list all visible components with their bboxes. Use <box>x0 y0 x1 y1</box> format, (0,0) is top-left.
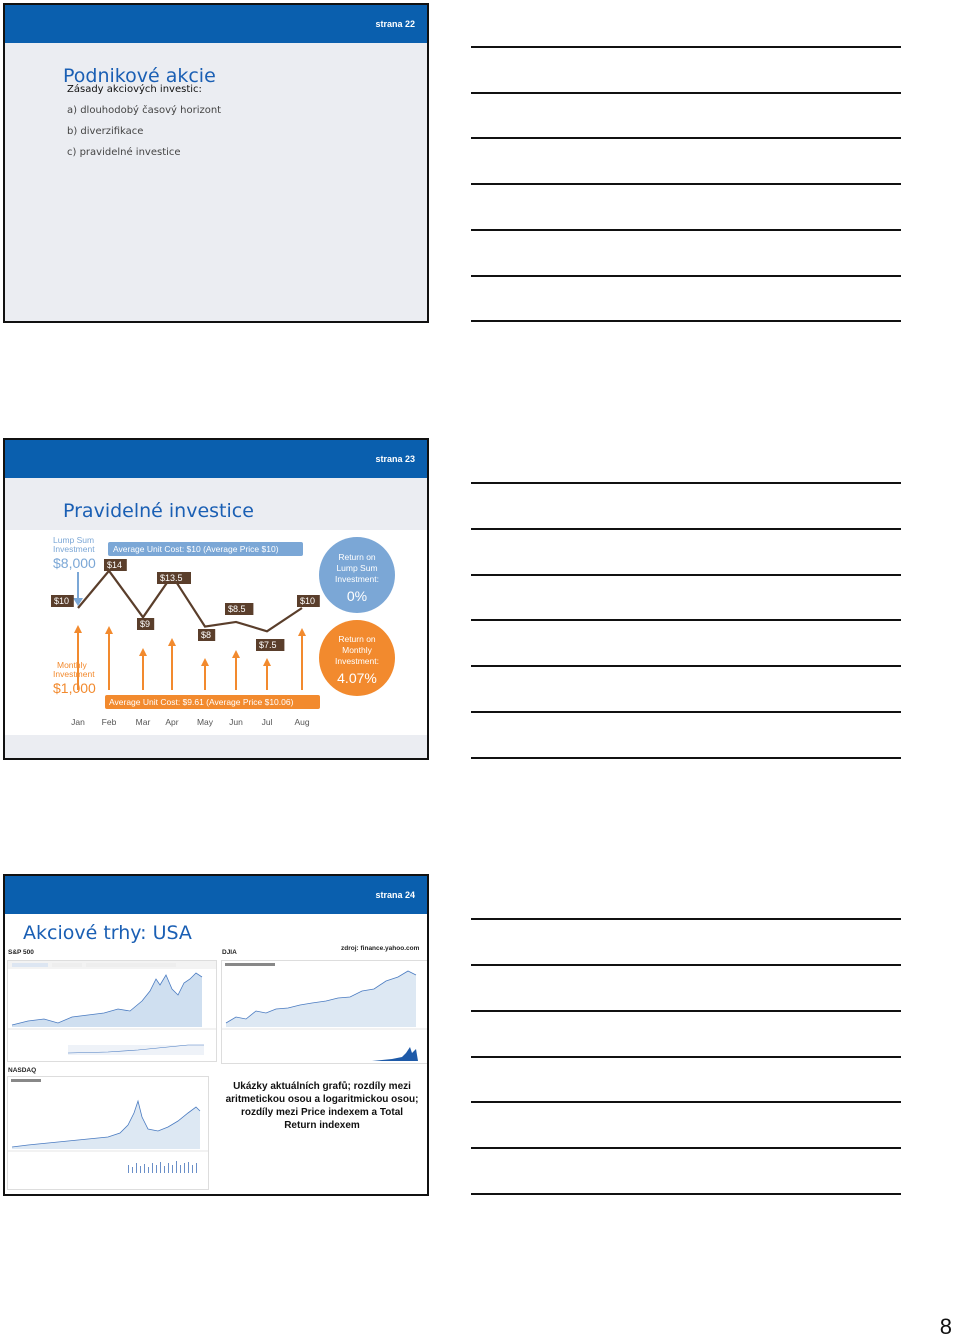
notes-line <box>471 92 901 94</box>
notes-line <box>471 528 901 530</box>
lump-return-label: Return on <box>338 552 376 562</box>
monthly-label: Investment <box>53 669 95 679</box>
slide-title: Pravidelné investice <box>63 500 254 522</box>
price-label: $8 <box>201 630 212 640</box>
price-label: $13.5 <box>160 573 183 583</box>
monthly-return-label: Monthly <box>342 645 372 655</box>
month-tick-label: May <box>196 717 214 727</box>
month-tick-label: Apr <box>165 717 179 727</box>
slide-header <box>5 5 427 43</box>
price-label: $7.5 <box>259 640 277 650</box>
notes-line <box>471 964 901 966</box>
slide-23 <box>3 438 429 760</box>
slide-header <box>5 876 427 914</box>
slide-number: strana 22 <box>375 19 415 29</box>
slide-22 <box>3 3 429 323</box>
notes-line <box>471 918 901 920</box>
notes-line <box>471 46 901 48</box>
monthly-return-label: Investment: <box>335 656 379 666</box>
price-label: $10 <box>54 596 70 606</box>
notes-line <box>471 711 901 713</box>
monthly-return-value: 4.07% <box>337 670 377 686</box>
month-tick-label: Jun <box>229 717 243 727</box>
price-label: $9 <box>140 619 151 629</box>
sp500-chart-thumbnail <box>7 960 217 1062</box>
notes-line <box>471 482 901 484</box>
month-tick-label: Mar <box>135 717 151 727</box>
list-item: c) pravidelné investice <box>67 147 181 158</box>
djia-chart-image <box>222 961 429 1063</box>
list-heading: Zásady akciových investic: <box>67 84 202 95</box>
slide-number: strana 24 <box>375 890 415 900</box>
monthly-return-label: Return on <box>338 634 376 644</box>
monthly-avg-cost-text: Average Unit Cost: $9.61 (Average Price $10.06) <box>109 697 294 707</box>
list-item: a) dlouhodobý časový horizont <box>67 105 222 116</box>
notes-line <box>471 1056 901 1058</box>
month-tick-label: Jul <box>261 717 273 727</box>
dollar-cost-averaging-chart <box>5 530 427 735</box>
source-label: zdroj: finance.yahoo.com <box>341 945 420 952</box>
notes-line <box>471 757 901 759</box>
notes-line <box>471 320 901 322</box>
slide-24 <box>3 874 429 1196</box>
lump-sum-label: Investment <box>53 544 95 554</box>
month-tick-label: Aug <box>294 717 310 727</box>
notes-line <box>471 1193 901 1195</box>
price-label: $8.5 <box>228 604 246 614</box>
list-item: b) diverzifikace <box>67 126 144 137</box>
djia-label: DJIA <box>222 949 237 956</box>
notes-line <box>471 229 901 231</box>
lump-sum-amount: $8,000 <box>53 555 96 571</box>
notes-line <box>471 137 901 139</box>
price-label: $10 <box>300 596 316 606</box>
price-label: $14 <box>107 560 123 570</box>
slide-title: Podnikové akcie <box>63 65 216 87</box>
slide-title: Akciové trhy: USA <box>23 922 192 944</box>
lump-return-value: 0% <box>346 588 368 604</box>
notes-line <box>471 574 901 576</box>
notes-line <box>471 665 901 667</box>
month-tick-label: Jan <box>71 717 85 727</box>
lump-avg-cost-text: Average Unit Cost: $10 (Average Price $10) <box>113 544 279 554</box>
slide-header <box>5 440 427 478</box>
monthly-amount: $1,000 <box>53 680 96 696</box>
notes-line <box>471 1101 901 1103</box>
nasdaq-chart-image <box>8 1077 208 1189</box>
slide-number: strana 23 <box>375 454 415 464</box>
lump-sum-label: Lump Sum <box>53 535 95 545</box>
lump-return-label: Lump Sum <box>336 563 378 573</box>
sp500-label: S&P 500 <box>8 949 34 956</box>
notes-line <box>471 1010 901 1012</box>
nasdaq-label: NASDAQ <box>8 1067 37 1074</box>
notes-line <box>471 619 901 621</box>
notes-line <box>471 183 901 185</box>
sp500-chart-image <box>8 961 216 1061</box>
djia-chart-thumbnail <box>221 960 429 1064</box>
notes-line <box>471 1147 901 1149</box>
notes-line <box>471 275 901 277</box>
lump-return-label: Investment: <box>335 574 379 584</box>
principles-list <box>67 79 221 163</box>
monthly-label: Monthly <box>57 660 87 670</box>
month-tick-label: Feb <box>101 717 117 727</box>
slide-caption: Ukázky aktuálních grafů; rozdíly mezi aritmetickou osou a logaritmickou osou; rozdíly mezi Price indexem a Total Return indexem <box>225 1081 419 1131</box>
page-number: 8 <box>939 1314 952 1339</box>
nasdaq-chart-thumbnail <box>7 1076 209 1190</box>
